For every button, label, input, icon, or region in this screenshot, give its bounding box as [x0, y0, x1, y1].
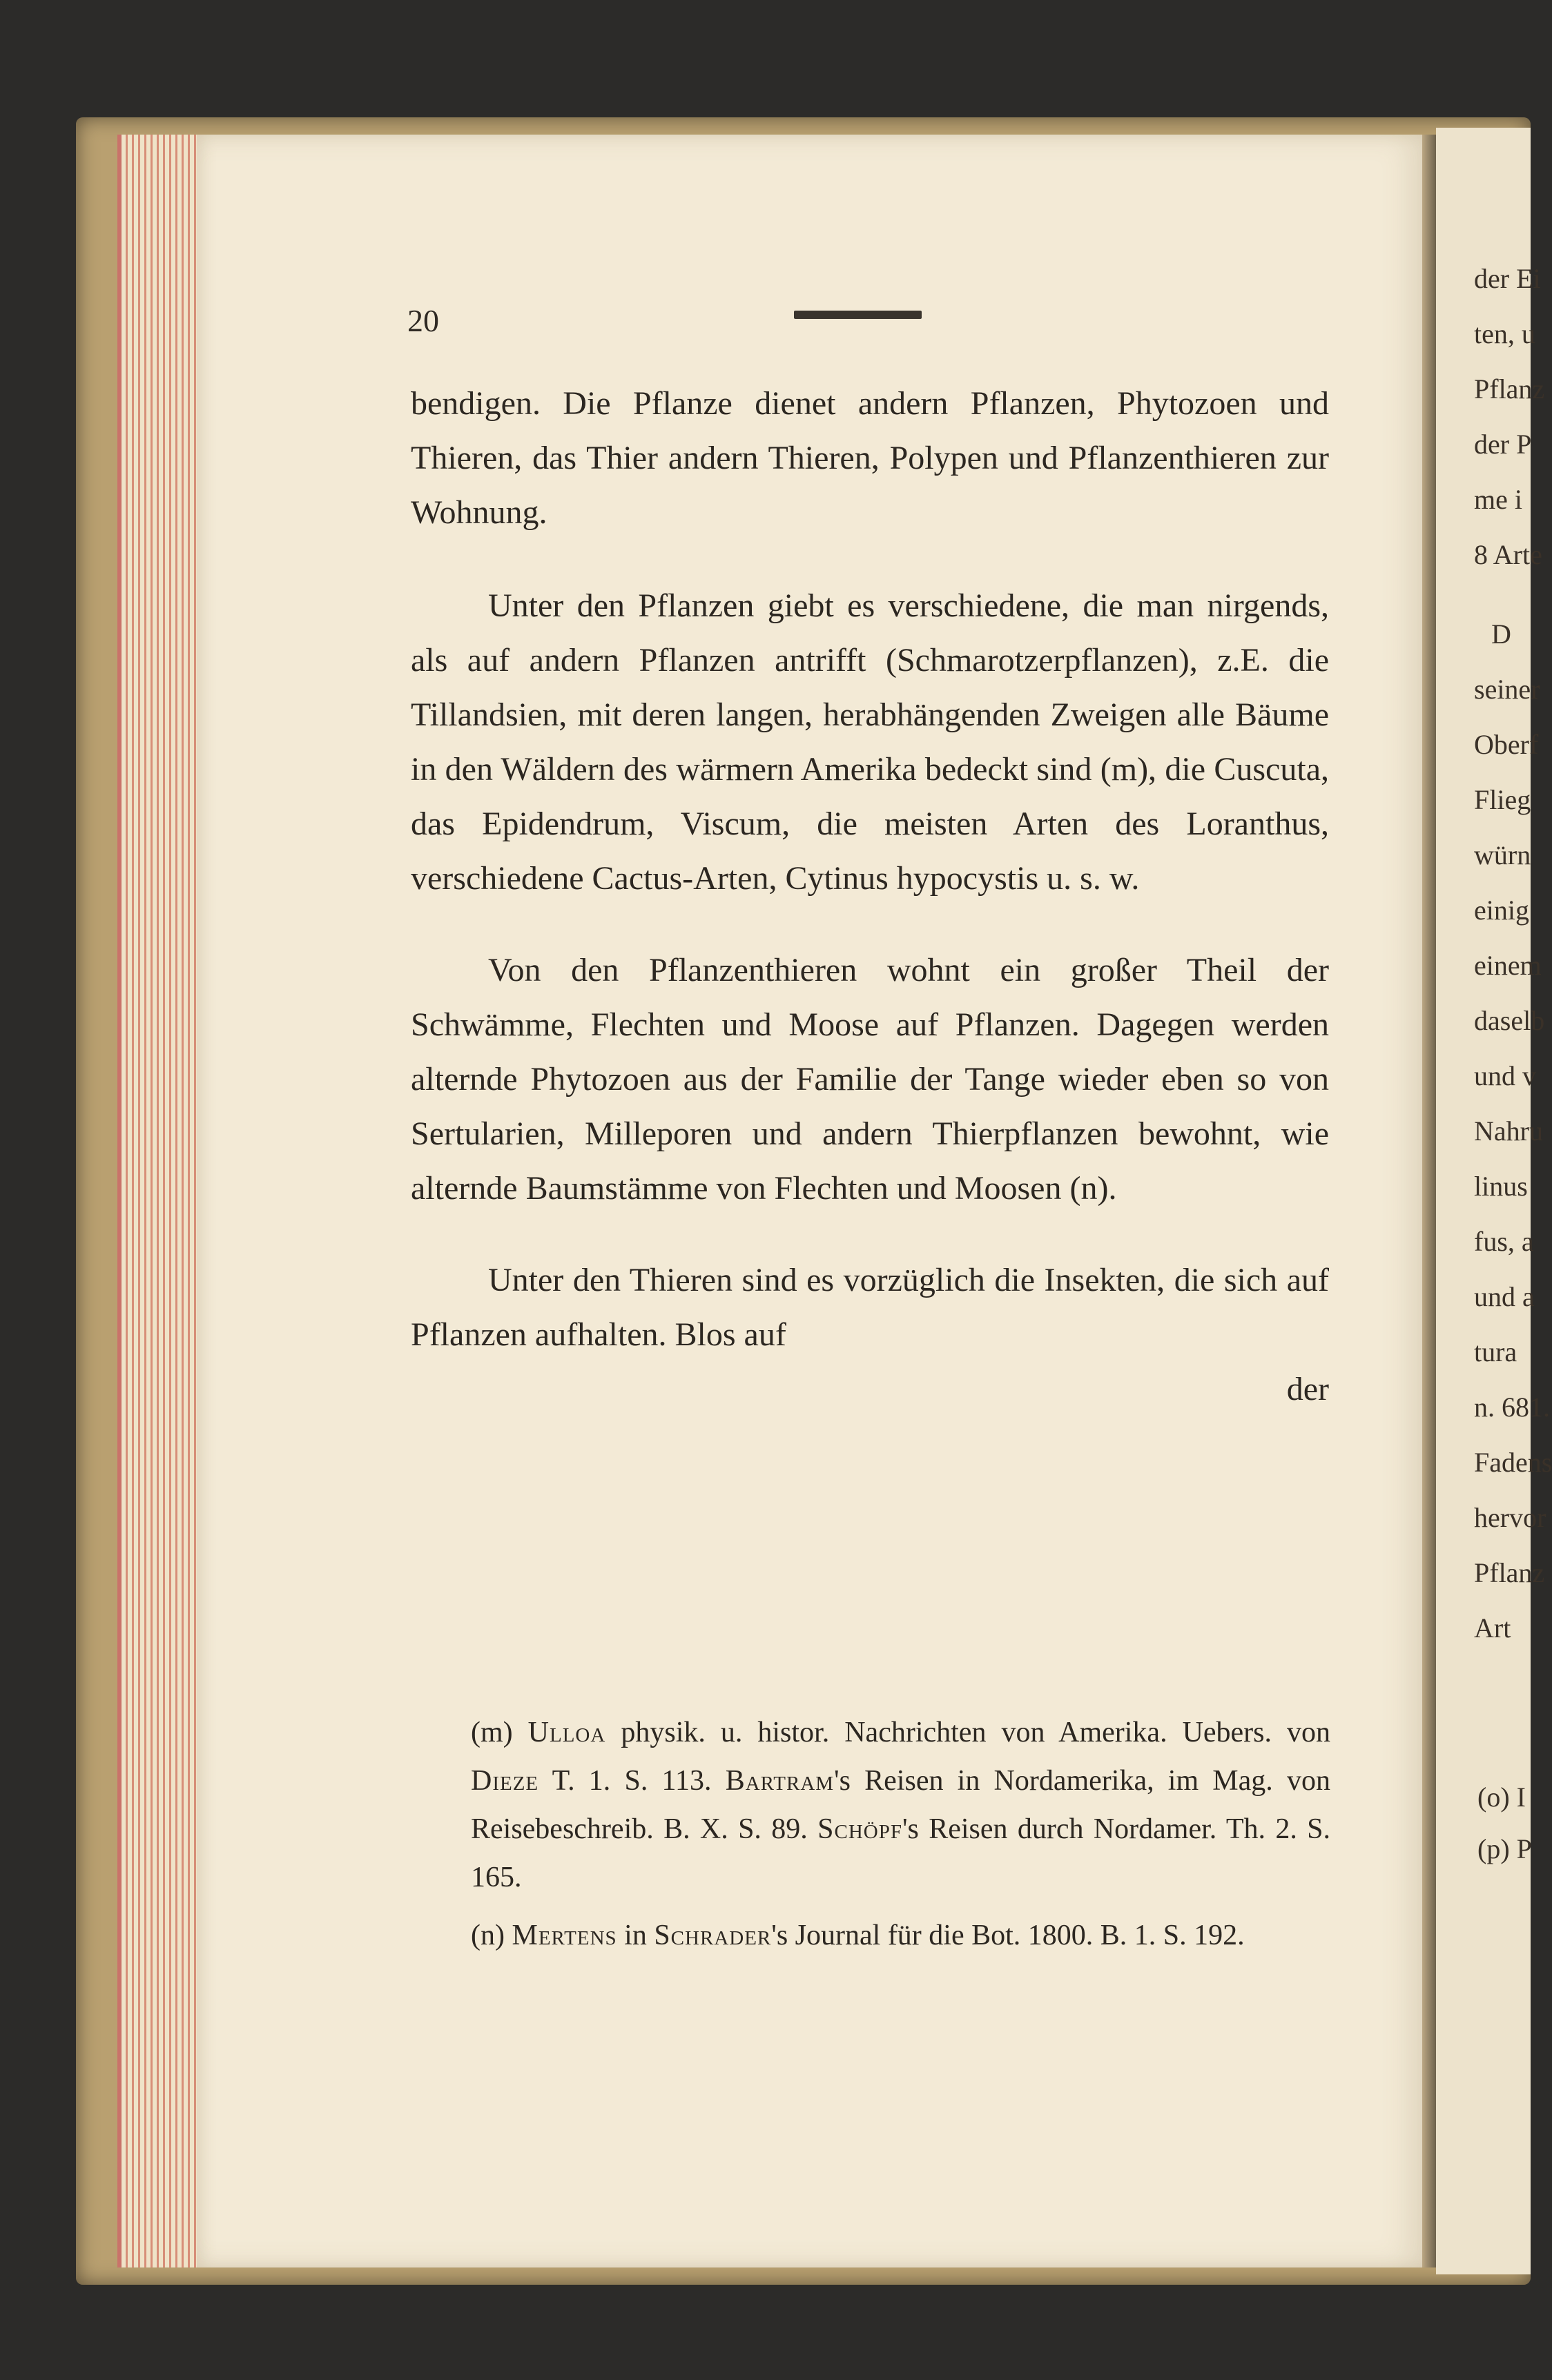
- footnotes: [471, 1708, 1330, 1969]
- footnote-n: [471, 1911, 1330, 1960]
- right-page-text-fragment: daselb: [1474, 1005, 1545, 1036]
- page-edges: [117, 135, 201, 2267]
- catchword: der: [1286, 1371, 1329, 1407]
- right-page-text-fragment: einem: [1474, 950, 1542, 981]
- footnote-author: Dieze: [471, 1765, 539, 1797]
- right-page-text-fragment: Fadens: [1474, 1447, 1552, 1478]
- right-page-text-fragment: ten, u: [1474, 318, 1535, 349]
- footnote-author: Schrader: [654, 1920, 772, 1951]
- footnote-text: physik. u. histor. Nachrichten von Amerika. Uebers. von: [621, 1717, 1331, 1748]
- right-page-text-fragment: und a: [1474, 1281, 1535, 1312]
- book-gutter: [1422, 135, 1436, 2267]
- footnote-author: Mertens: [512, 1920, 617, 1951]
- footnote-author: Schöpf: [817, 1813, 902, 1845]
- footnote-marker: (n): [471, 1920, 505, 1951]
- right-page-text-fragment: einig: [1474, 895, 1529, 926]
- right-page-text-fragment: tura: [1474, 1336, 1517, 1367]
- footnote-author: Ulloa: [527, 1717, 606, 1748]
- paragraph-2: Unter den Pflanzen giebt es verschiedene, die man nirgends, als auf andern Pflanzen antrifft (Schmarotzerpflanzen), z.E. die Tillandsien, mit deren langen, herabhängenden Zweigen alle Bäume in den Wäldern des wärmern Amerika bedeckt sind (m), die Cuscuta, das Epidendrum, Viscum, die meisten Arten des Loranthus, verschiedene Cactus-Arten, Cytinus hypocystis u. s. w.: [411, 587, 1329, 897]
- right-page-text-fragment: der Ei: [1474, 263, 1541, 294]
- paragraph-3: Von den Pflanzenthieren wohnt ein großer Theil der Schwämme, Flechten und Moose auf Pflanzen. Dagegen werden alternde Phytozoen aus der Familie der Tange wieder eben so von Sertularien, Milleporen und andern Thierpflanzen bewohnt, wie alternde Baumstämme von Flechten und Moosen (n).: [411, 952, 1329, 1207]
- footnote-text: 's Journal für die Bot. 1800. B. 1. S. 192.: [771, 1920, 1245, 1951]
- footnote-author: Bartram: [725, 1765, 835, 1797]
- right-page-text-fragment: Pflanz: [1474, 373, 1545, 404]
- right-page-text-fragment: 8 Arte: [1474, 539, 1542, 570]
- footnote-text: T. 1. S. 113.: [552, 1765, 712, 1797]
- right-page-text-fragment: seiner: [1474, 674, 1540, 705]
- right-page-text-fragment: me i: [1474, 484, 1522, 515]
- right-page-text-fragment: hervor: [1474, 1502, 1546, 1533]
- right-page-text-fragment: Oberf: [1474, 729, 1539, 760]
- page-number: 20: [407, 303, 439, 338]
- right-page-text-fragment: (o) I: [1477, 1782, 1526, 1813]
- right-page-text-fragment: linus: [1474, 1171, 1528, 1202]
- right-page-text-fragment: würn: [1474, 839, 1531, 870]
- body-text: [411, 376, 1329, 1450]
- paragraph-1: bendigen. Die Pflanze dienet andern Pflanzen, Phytozoen und Thieren, das Thier andern Thieren, Polypen und Pflanzenthieren zur Wohnung.: [411, 385, 1329, 531]
- footnote-m: [471, 1708, 1330, 1902]
- right-page-text-fragment: und v: [1474, 1060, 1536, 1091]
- right-page-text-fragment: fus, a: [1474, 1226, 1534, 1257]
- right-page-text-fragment: (p) P: [1477, 1833, 1532, 1864]
- right-page-text-fragment: Flieg: [1474, 784, 1531, 815]
- footnote-text: in: [624, 1920, 647, 1951]
- footnote-text: 's Reisen durch Nordamer. Th. 2. S. 165.: [471, 1813, 1331, 1893]
- right-page-edge: [1436, 128, 1552, 2274]
- footnote-text: 's Reisen in Nordamerika, im Mag. von Reisebeschreib. B. X. S. 89.: [471, 1765, 1330, 1845]
- right-page-text-fragment: Art: [1474, 1612, 1511, 1643]
- right-page-text-fragment: n. 681.: [1474, 1392, 1550, 1423]
- right-page-text-fragment: Nahru: [1474, 1115, 1543, 1147]
- paragraph-4: Unter den Thieren sind es vorzüglich die Insekten, die sich auf Pflanzen aufhalten. Blos auf: [411, 1262, 1329, 1353]
- right-page-text-fragment: der P: [1474, 429, 1532, 460]
- header-rule: [794, 311, 922, 319]
- footnote-marker: (m): [471, 1717, 513, 1748]
- right-page-text-fragment: Pflanz: [1474, 1557, 1545, 1588]
- right-page-text-fragment: D: [1491, 618, 1511, 650]
